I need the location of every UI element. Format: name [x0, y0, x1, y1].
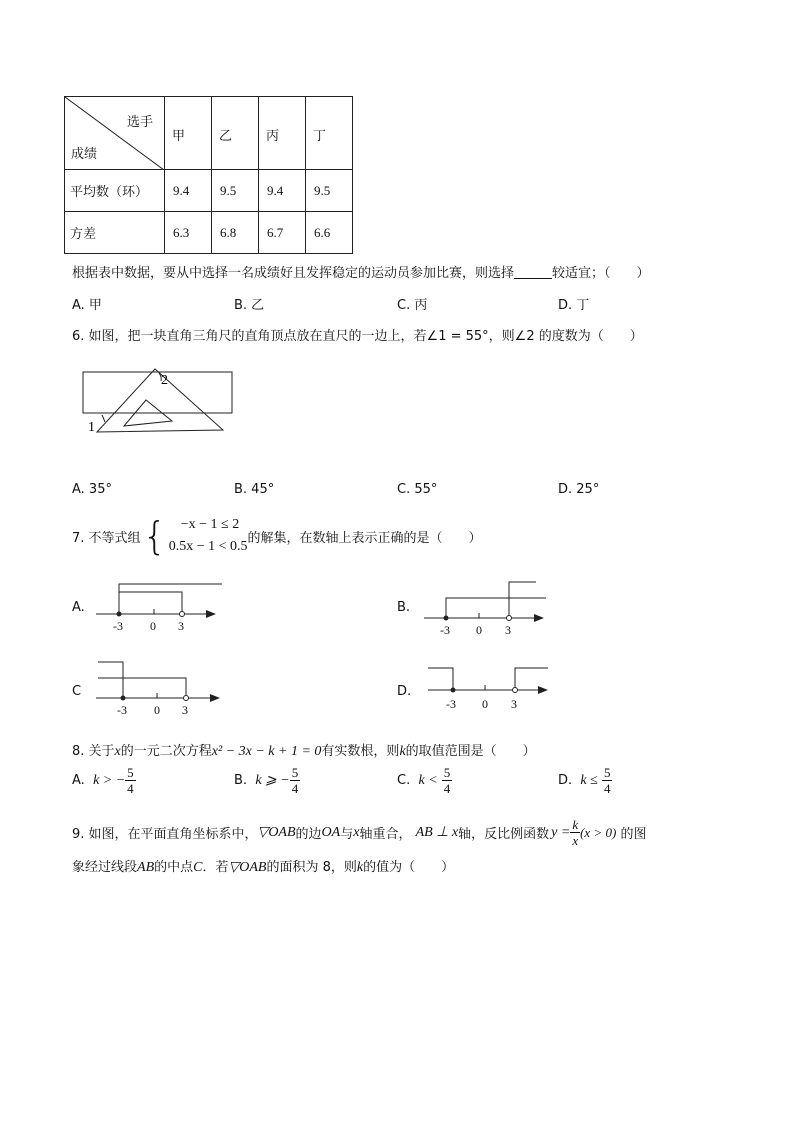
- option-d[interactable]: D.: [397, 684, 412, 699]
- tick-label: -3: [446, 697, 456, 711]
- tick-label: 3: [505, 623, 511, 637]
- player-header: 乙: [212, 97, 259, 170]
- option-c[interactable]: C. k < $\frac{5}{4}$: [397, 765, 451, 796]
- option-c[interactable]: C. 55°: [397, 482, 438, 497]
- tick-label: 0: [150, 619, 156, 633]
- table-cell: 6.8: [212, 212, 259, 254]
- number-line-d: [424, 658, 554, 716]
- table-cell: 6.3: [165, 212, 212, 254]
- inequality-system: −x − 1 ≤ 2 0.5x − 1 < 0.5: [168, 517, 248, 554]
- fraction: $\frac{5}{4}$: [603, 765, 611, 796]
- tick-label: 3: [178, 619, 184, 633]
- table-row: [65, 212, 353, 254]
- option-a[interactable]: A. k > − $\frac{5}{4}$: [72, 765, 134, 796]
- option-a[interactable]: A. 35°: [72, 482, 112, 497]
- tick-label: -3: [440, 623, 450, 637]
- tick-label: 0: [476, 623, 482, 637]
- answer-blank: [514, 266, 552, 279]
- player-header: 丙: [259, 97, 306, 170]
- option-d[interactable]: D. 25°: [558, 482, 600, 497]
- tick-label: -3: [113, 619, 123, 633]
- table-row: [65, 170, 353, 212]
- table-cell: 6.6: [306, 212, 353, 254]
- table-cell: 9.4: [165, 170, 212, 212]
- angle-2-label: 2: [161, 373, 168, 388]
- brace: {: [142, 514, 167, 558]
- question-8-text: 8. 关于x的一元二次方程x² − 3x − k + 1 = 0有实数根，则k的取值范围是（ ）: [72, 744, 536, 759]
- table-cell: 9.4: [259, 170, 306, 212]
- number-line-a: [92, 578, 222, 636]
- row-label: 平均数（环）: [65, 170, 165, 212]
- fraction: $\frac{5}{4}$: [127, 765, 134, 796]
- option-b[interactable]: B. 乙: [234, 298, 265, 313]
- option-c[interactable]: C. 丙: [397, 298, 428, 313]
- option-a[interactable]: A. 甲: [72, 298, 102, 313]
- score-table: [64, 96, 353, 254]
- corner-bottom-label: 成绩: [71, 147, 98, 162]
- question-6-text: 6. 如图，把一块直角三角尺的直角顶点放在直尺的一边上，若∠1 = 55°，则∠2 的度数为（ ）: [72, 329, 643, 344]
- tick-label: 3: [511, 697, 517, 711]
- fraction: $\frac{5}{4}$: [443, 765, 451, 796]
- option-c[interactable]: C: [72, 684, 82, 699]
- fraction: $\frac{5}{4}$: [291, 765, 299, 796]
- option-d[interactable]: D. 丁: [558, 298, 590, 313]
- table-corner-cell: [65, 97, 165, 170]
- fraction: $\frac{k}{x}$: [572, 817, 579, 848]
- angle-1-arc: [102, 415, 105, 422]
- tick-label: 0: [154, 703, 160, 717]
- question-7-text: 7. 不等式组 { −x − 1 ≤ 2 0.5x − 1 < 0.5 的解集，在数轴上表示正确的是（ ）: [72, 514, 482, 558]
- corner-top-label: 选手: [127, 115, 154, 130]
- question-9-line-1: 9. 如图，在平面直角坐标系中， ▽OAB 的边 OA 与 x 轴重合， AB ⊥ x 轴，反比例函数 y = $\frac{k}{x}$ (x > 0) 的图: [72, 817, 647, 848]
- player-header: 丁: [306, 97, 353, 170]
- option-a[interactable]: A.: [72, 600, 85, 615]
- table-cell: 6.7: [259, 212, 306, 254]
- tick-label: 3: [182, 703, 188, 717]
- row-label: 方差: [65, 212, 165, 254]
- player-header: 甲: [165, 97, 212, 170]
- tick-label: -3: [117, 703, 127, 717]
- option-b[interactable]: B.: [397, 600, 411, 615]
- equation: x² − 3x − k + 1 = 0: [211, 744, 322, 759]
- table-cell: 9.5: [306, 170, 353, 212]
- angle-1-label: 1: [88, 420, 95, 435]
- tick-label: 0: [482, 697, 488, 711]
- question-5-text: 根据表中数据，要从中选择一名成绩好且发挥稳定的运动员参加比赛，则选择 较适宜；（ ）: [72, 266, 650, 281]
- ruler-triangle-figure: [80, 365, 240, 440]
- table-cell: 9.5: [212, 170, 259, 212]
- option-b[interactable]: B. 45°: [234, 482, 275, 497]
- option-d[interactable]: D. k ≤ $\frac{5}{4}$: [558, 765, 611, 796]
- question-9-line-2: 象经过线段AB的中点C．若▽OAB的面积为 8，则k的值为（ ）: [72, 860, 455, 875]
- ruler: [83, 372, 232, 413]
- option-b[interactable]: B. k ⩾ − $\frac{5}{4}$: [234, 765, 299, 796]
